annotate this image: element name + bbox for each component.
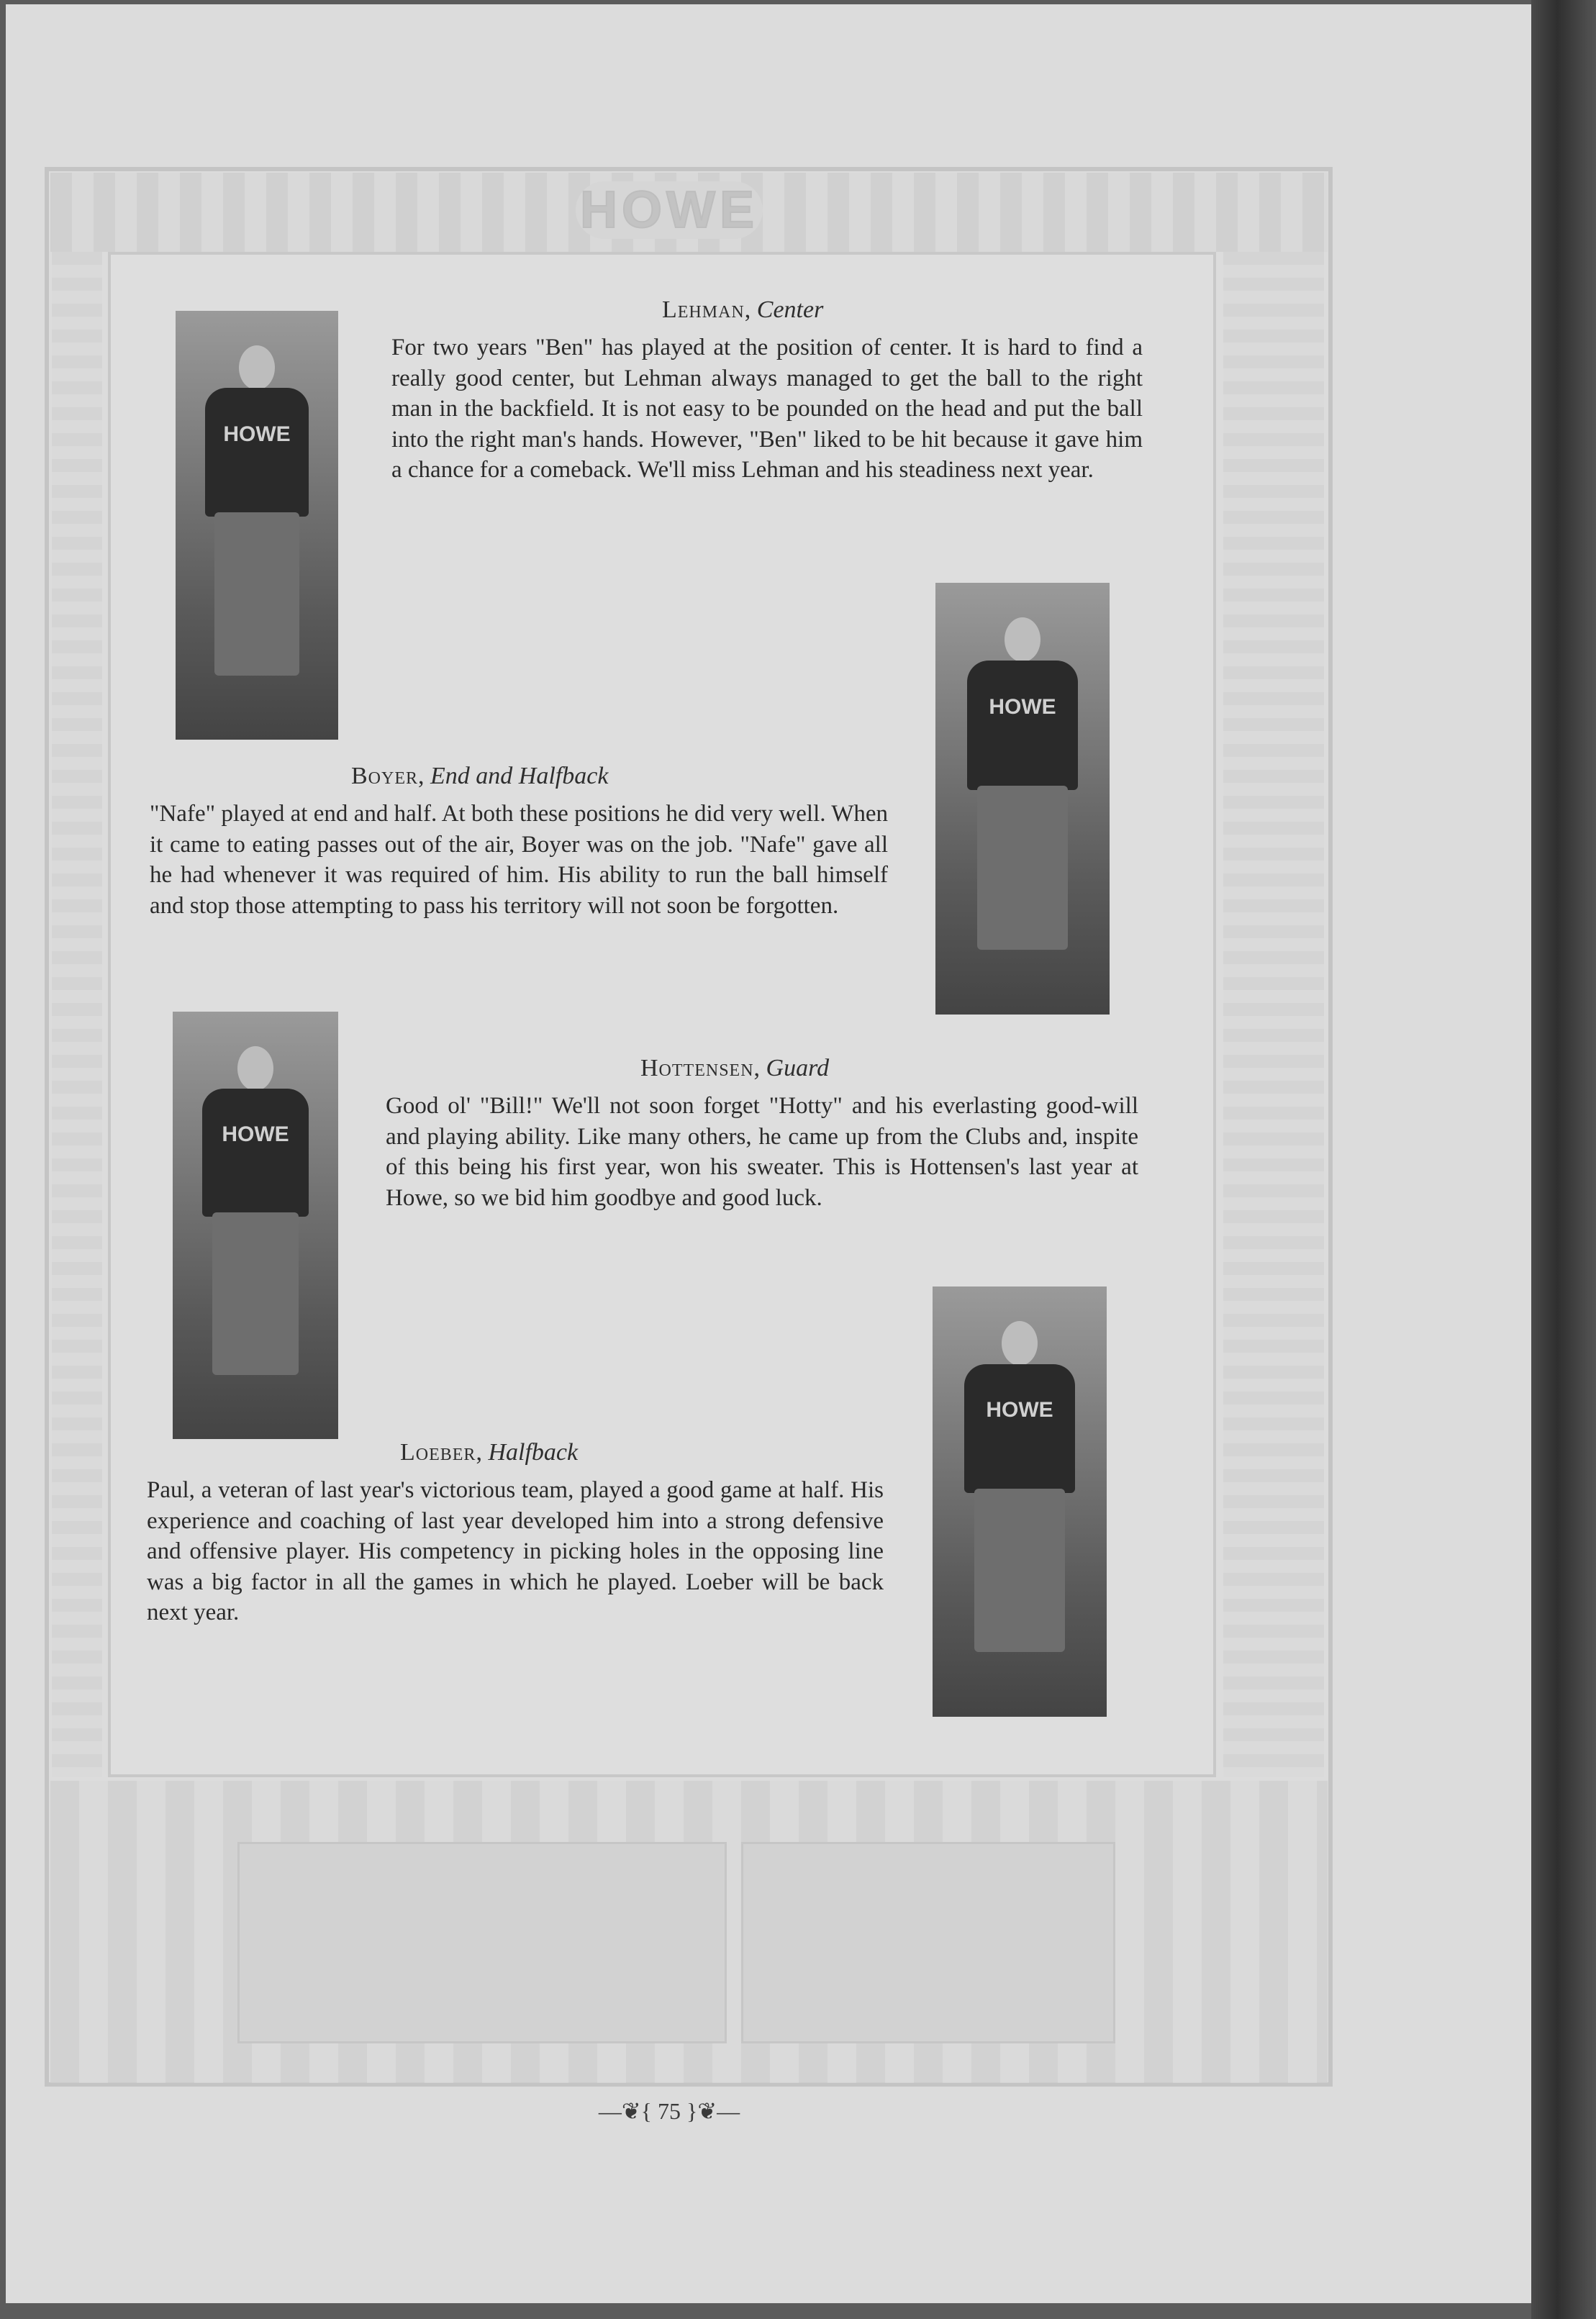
player-name: Boyer (351, 763, 419, 789)
entry-heading: Hottensen, Guard (640, 1055, 830, 1081)
player-position: Halfback (488, 1439, 579, 1466)
entry-text: "Nafe" played at end and half. At both these positions he did very well. When it came to eating passes out of the air, Boyer was on the job. "Nafe" gave all he had whenever it was required of him. His ability to run the ball himself and stop those attempting to pass his territory will not soon be forgotten. (150, 801, 888, 919)
jersey-lettering: HOWE (222, 1122, 289, 1147)
howe-banner: HOWE (576, 181, 763, 239)
entry-text: Paul, a veteran of last year's victorious team, played a good game at half. His experience and coaching of last year developed him into a strong defensive and offensive player. His competency in picking holes in the opposing line was a big factor in all the games in which he played. Loeber will be back next year. (147, 1477, 884, 1625)
jersey-lettering: HOWE (223, 422, 291, 446)
entry-text: Good ol' "Bill!" We'll not soon forget "Hotty" and his everlasting good-will and playing ability. Like many others, he came up from the Clubs and, inspite of this being his first year, won his sweater. This is Hottensen's last year at Howe, so we bid him goodbye and good luck. (386, 1093, 1138, 1211)
player-jersey (202, 1089, 308, 1217)
player-jersey (967, 661, 1079, 790)
player-pants (212, 1212, 299, 1375)
player-pants (974, 1489, 1065, 1652)
player-head (239, 345, 275, 390)
player-jersey (205, 388, 309, 517)
player-name: Lehman (662, 296, 745, 323)
player-pants (977, 786, 1068, 950)
player-jersey (964, 1364, 1076, 1493)
jersey-lettering: HOWE (989, 695, 1056, 719)
page-number-line (597, 2097, 741, 2125)
player-position: Center (756, 296, 824, 323)
cannon-illustration (741, 1842, 1115, 2043)
ornament-right-icon: }❦— (681, 2098, 740, 2124)
page-number: 75 (658, 2098, 681, 2124)
entry-text: For two years "Ben" has played at the position of center. It is hard to find a really good center, but Lehman always managed to get the ball to the right man in the backfield. It is not easy to be pounded on the head and put the ball into the right man's hands. However, "Ben" liked to be hit because it gave him a chance for a comeback. We'll miss Lehman and his steadiness next year. (391, 335, 1143, 483)
player-position: Guard (766, 1055, 830, 1081)
player-head (1005, 617, 1040, 662)
entry-heading: Loeber, Halfback (400, 1439, 579, 1466)
ornament-left-icon: —❦{ (598, 2098, 658, 2124)
entry-heading: Lehman, Center (662, 296, 824, 323)
photo-hottensen (173, 1012, 338, 1439)
photo-lehman (176, 311, 338, 740)
player-name: Loeber (400, 1439, 476, 1466)
player-head (1002, 1321, 1038, 1366)
player-position: End and Halfback (430, 763, 609, 789)
photo-loeber (933, 1286, 1107, 1717)
photo-boyer (935, 583, 1110, 1015)
book-spine (1531, 0, 1596, 2319)
player-name: Hottensen (640, 1055, 754, 1081)
entry-heading: Boyer, End and Halfback (351, 763, 609, 789)
jersey-lettering: HOWE (986, 1398, 1053, 1422)
house-illustration (237, 1842, 727, 2043)
player-head (237, 1046, 273, 1091)
player-pants (214, 512, 299, 675)
